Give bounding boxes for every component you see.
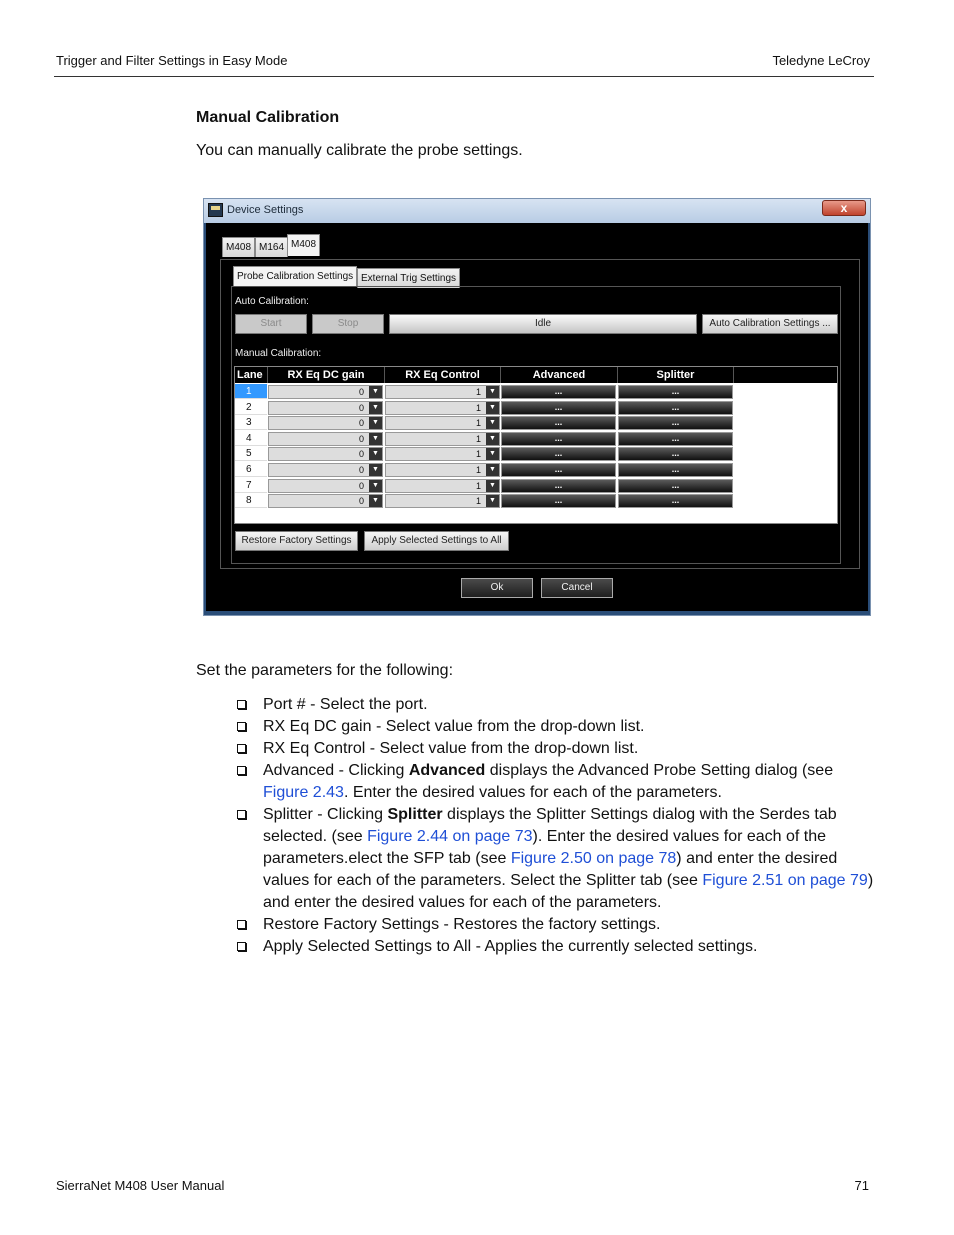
restore-factory-settings-button[interactable]: Restore Factory Settings [235, 531, 358, 551]
advanced-button[interactable]: ... [501, 447, 616, 461]
apply-selected-settings-button[interactable]: Apply Selected Settings to All [364, 531, 509, 551]
list-item [237, 760, 877, 804]
section-title: Manual Calibration [196, 109, 340, 126]
list-text: ) and enter the desired values for each of the parameters. Select the Splitter tab (see [263, 850, 838, 889]
list-text: displays the Splitter Settings dialog with the Serdes tab selected. (see [263, 806, 837, 845]
eq-control-dropdown-value: 1 [475, 496, 481, 507]
list-text: Advanced - Clicking [263, 762, 409, 779]
lane-cell[interactable]: 4 [235, 431, 267, 446]
checkbox-bullet-icon [237, 766, 246, 775]
list-text: Restore Factory Settings - Restores the factory settings. [263, 916, 661, 933]
lane-cell[interactable]: 2 [235, 400, 267, 415]
dc-gain-dropdown-value: 0 [358, 433, 364, 444]
dc-gain-dropdown[interactable] [268, 447, 383, 461]
column-header-advanced: Advanced [501, 367, 618, 383]
column-header-lane: Lane [235, 367, 268, 383]
advanced-button[interactable]: ... [501, 385, 616, 399]
advanced-button[interactable]: ... [501, 401, 616, 415]
splitter-button[interactable]: ... [618, 432, 733, 446]
chevron-down-icon[interactable]: ▼ [369, 386, 382, 398]
checkbox-bullet-icon [237, 810, 246, 819]
intro-paragraph: You can manually calibrate the probe settings. [196, 142, 523, 159]
tab-external-trig[interactable]: External Trig Settings [357, 268, 460, 288]
advanced-button[interactable]: ... [501, 494, 616, 508]
splitter-button[interactable]: ... [618, 463, 733, 477]
list-item [237, 914, 877, 936]
chevron-down-icon[interactable]: ▼ [369, 464, 382, 476]
ok-button[interactable]: Ok [461, 578, 533, 598]
eq-control-dropdown-value: 1 [475, 433, 481, 444]
tab-m408-1[interactable]: M408 [222, 237, 255, 257]
splitter-button[interactable]: ... [618, 494, 733, 508]
start-button[interactable]: Start [235, 314, 307, 334]
dc-gain-dropdown[interactable] [268, 401, 383, 415]
lane-cell[interactable]: 1 [235, 384, 267, 399]
eq-control-dropdown-value: 1 [475, 480, 481, 491]
dc-gain-dropdown[interactable] [268, 494, 383, 508]
lane-cell[interactable]: 7 [235, 478, 267, 493]
eq-control-dropdown-value: 1 [475, 449, 481, 460]
calibration-progress-bar: Idle [389, 314, 697, 334]
chevron-down-icon[interactable]: ▼ [486, 433, 499, 445]
eq-control-dropdown[interactable] [385, 447, 500, 461]
chevron-down-icon[interactable]: ▼ [486, 480, 499, 492]
dc-gain-dropdown-value: 0 [358, 496, 364, 507]
eq-control-dropdown-value: 1 [475, 402, 481, 413]
lane-cell[interactable]: 8 [235, 493, 267, 508]
list-text: Splitter - Clicking [263, 806, 388, 823]
dc-gain-dropdown[interactable] [268, 463, 383, 477]
list-item [237, 804, 877, 914]
column-header-dc-gain: RX Eq DC gain [268, 367, 385, 383]
chevron-down-icon[interactable]: ▼ [369, 417, 382, 429]
list-text: displays the Advanced Probe Setting dialog (see [485, 762, 834, 779]
eq-control-dropdown[interactable] [385, 385, 500, 399]
eq-control-dropdown[interactable] [385, 479, 500, 493]
list-text: ). Enter the desired values for each of the parameters.elect the SFP tab (see [263, 828, 827, 867]
dc-gain-dropdown[interactable] [268, 385, 383, 399]
dc-gain-dropdown-value: 0 [358, 480, 364, 491]
chevron-down-icon[interactable]: ▼ [369, 480, 382, 492]
chevron-down-icon[interactable]: ▼ [486, 417, 499, 429]
manual-calibration-label: Manual Calibration: [235, 348, 322, 359]
lane-cell[interactable]: 6 [235, 462, 267, 477]
list-text: RX Eq Control - Select value from the drop-down list. [263, 740, 639, 757]
chevron-down-icon[interactable]: ▼ [486, 464, 499, 476]
dc-gain-dropdown-value: 0 [358, 402, 364, 413]
eq-control-dropdown[interactable] [385, 401, 500, 415]
figure-link[interactable]: Figure 2.50 on page 78 [510, 850, 677, 867]
list-text: ) and enter the desired values for each of the parameters. [263, 872, 874, 911]
list-text: RX Eq DC gain - Select value from the drop-down list. [263, 718, 645, 735]
eq-control-dropdown[interactable] [385, 416, 500, 430]
dc-gain-dropdown-value: 0 [358, 387, 364, 397]
splitter-button[interactable]: ... [618, 385, 733, 399]
chevron-down-icon[interactable]: ▼ [369, 402, 382, 414]
auto-calibration-label: Auto Calibration: [235, 296, 309, 307]
dc-gain-dropdown[interactable] [268, 416, 383, 430]
list-text: Port # - Select the port. [263, 696, 428, 713]
figure-link[interactable]: Figure 2.43 [263, 784, 344, 801]
checkbox-bullet-icon [237, 700, 246, 709]
advanced-button[interactable]: ... [501, 463, 616, 477]
checkbox-bullet-icon [237, 942, 246, 951]
advanced-button[interactable]: ... [501, 432, 616, 446]
dc-gain-dropdown[interactable] [268, 479, 383, 493]
eq-control-dropdown[interactable] [385, 432, 500, 446]
eq-control-dropdown-value: 1 [475, 465, 481, 475]
dialog-title-bar [204, 199, 870, 223]
list-text: . Enter the desired values for each of the parameters. [343, 784, 722, 801]
manual-calibration-grid [234, 366, 838, 524]
eq-control-dropdown[interactable] [385, 494, 500, 508]
dc-gain-dropdown[interactable] [268, 432, 383, 446]
footer-manual-title: SierraNet M408 User Manual [56, 1178, 225, 1193]
advanced-button[interactable]: ... [501, 479, 616, 493]
lane-cell[interactable]: 3 [235, 415, 267, 430]
close-button[interactable]: x [822, 200, 866, 216]
list-item [237, 936, 877, 958]
list-item [237, 716, 877, 738]
eq-control-dropdown-value: 1 [475, 418, 481, 429]
figure-link[interactable]: Figure 2.51 on page 79 [702, 872, 868, 889]
cancel-button[interactable]: Cancel [541, 578, 613, 598]
bold-term: Splitter [387, 806, 443, 823]
tab-m164[interactable]: M164 [255, 237, 288, 257]
eq-control-dropdown-value: 1 [475, 387, 481, 397]
dialog-title: Device Settings [227, 204, 304, 216]
set-parameters-paragraph: Set the parameters for the following: [196, 662, 454, 679]
dc-gain-dropdown-value: 0 [358, 465, 364, 475]
column-header-splitter: Splitter [618, 367, 734, 383]
splitter-button[interactable]: ... [618, 447, 733, 461]
page-number: 71 [854, 1178, 869, 1193]
chevron-down-icon[interactable]: ▼ [369, 495, 382, 507]
tab-probe-calibration[interactable]: Probe Calibration Settings [233, 266, 357, 287]
header-rule [54, 76, 874, 77]
tab-m408-2[interactable]: M408 [287, 234, 320, 256]
checkbox-bullet-icon [237, 920, 246, 929]
chevron-down-icon[interactable]: ▼ [486, 402, 499, 414]
auto-calibration-settings-button[interactable]: Auto Calibration Settings ... [702, 314, 838, 334]
advanced-button[interactable]: ... [501, 416, 616, 430]
list-item [237, 694, 877, 716]
running-header-title: Trigger and Filter Settings in Easy Mode [56, 53, 288, 68]
parameter-list [237, 694, 877, 958]
running-header-company: Teledyne LeCroy [772, 53, 870, 68]
lane-cell[interactable]: 5 [235, 446, 267, 461]
eq-control-dropdown[interactable] [385, 463, 500, 477]
checkbox-bullet-icon [237, 744, 246, 753]
dc-gain-dropdown-value: 0 [358, 418, 364, 429]
chevron-down-icon[interactable]: ▼ [486, 386, 499, 398]
column-header-control: RX Eq Control [385, 367, 501, 383]
chevron-down-icon[interactable]: ▼ [486, 448, 499, 460]
checkbox-bullet-icon [237, 722, 246, 731]
chevron-down-icon[interactable]: ▼ [369, 448, 382, 460]
bold-term: Advanced [408, 762, 486, 779]
chevron-down-icon[interactable]: ▼ [486, 495, 499, 507]
app-icon [208, 203, 223, 217]
column-header-filler [734, 367, 837, 383]
figure-link[interactable]: Figure 2.44 on page 73 [367, 828, 533, 845]
list-item [237, 738, 877, 760]
splitter-button[interactable]: ... [618, 479, 733, 493]
splitter-button[interactable]: ... [618, 416, 733, 430]
chevron-down-icon[interactable]: ▼ [369, 433, 382, 445]
dc-gain-dropdown-value: 0 [358, 449, 364, 460]
splitter-button[interactable]: ... [618, 401, 733, 415]
list-text: Apply Selected Settings to All - Applies the currently selected settings. [263, 938, 758, 955]
stop-button[interactable]: Stop [312, 314, 384, 334]
